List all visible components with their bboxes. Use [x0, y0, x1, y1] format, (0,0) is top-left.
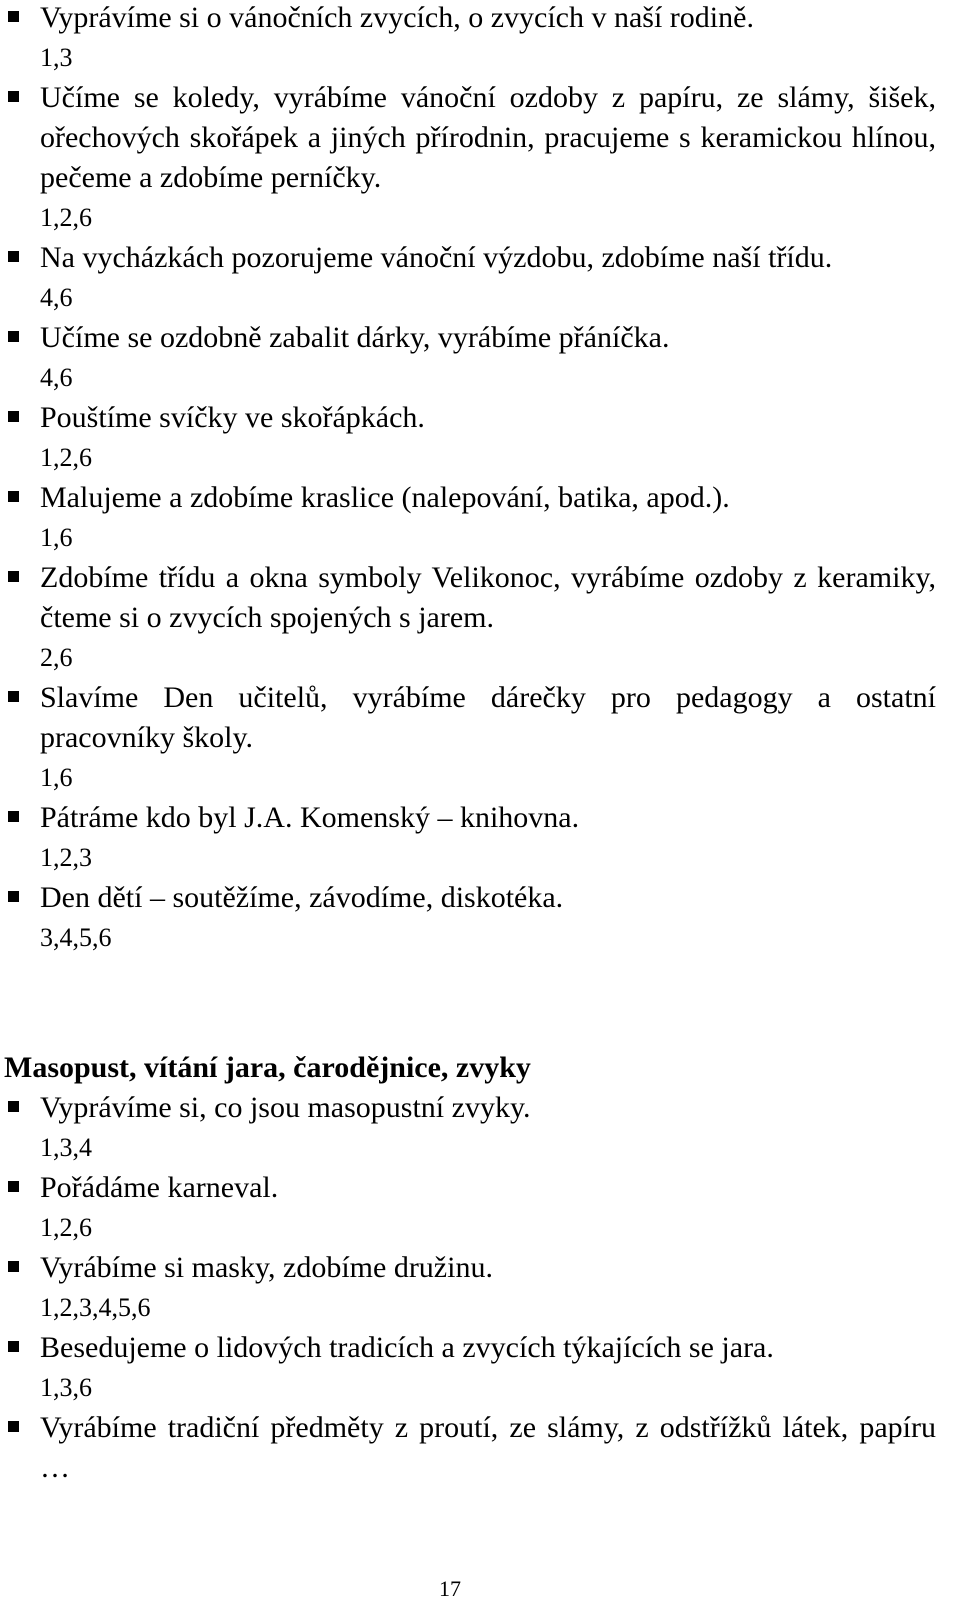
item-text: Pouštíme svíčky ve skořápkách. [40, 401, 425, 434]
item-text: Vyprávíme si, co jsou masopustní zvyky. [40, 1091, 531, 1124]
list-item [0, 1088, 950, 1168]
list-item [0, 398, 950, 478]
activity-list-section-2 [0, 1048, 950, 1488]
list-item [0, 678, 950, 798]
list-item [0, 1408, 950, 1488]
square-bullet-icon [8, 1181, 19, 1192]
item-text: Učíme se koledy, vyrábíme vánoční ozdoby z papíru, ze slámy, šišek, ořechových skořápek a jiných přírodnin, pracujeme s keramickou hlínou, pečeme a zdobíme perníčky. [40, 81, 936, 194]
list-item [0, 1168, 950, 1248]
square-bullet-icon [8, 11, 19, 22]
square-bullet-icon [8, 491, 19, 502]
item-reference: 1,3,4 [40, 1133, 92, 1162]
square-bullet-icon [8, 251, 19, 262]
square-bullet-icon [8, 1421, 19, 1432]
square-bullet-icon [8, 1341, 19, 1352]
square-bullet-icon [8, 411, 19, 422]
section-heading: Masopust, vítání jara, čarodějnice, zvyky [4, 1051, 531, 1084]
square-bullet-icon [8, 331, 19, 342]
item-reference: 2,6 [40, 643, 73, 672]
item-text: Pátráme kdo byl J.A. Komenský – knihovna. [40, 801, 580, 834]
list-item [0, 1328, 950, 1408]
item-text: Besedujeme o lidových tradicích a zvycích týkajících se jara. [40, 1331, 774, 1364]
item-reference: 1,2,3 [40, 843, 92, 872]
item-reference: 1,3 [40, 43, 73, 72]
item-text: Slavíme Den učitelů, vyrábíme dárečky pro pedagogy a ostatní pracovníky školy. [40, 681, 936, 754]
square-bullet-icon [8, 1101, 19, 1112]
square-bullet-icon [8, 811, 19, 822]
item-text: Den dětí – soutěžíme, závodíme, diskotéka. [40, 881, 564, 914]
item-reference: 1,3,6 [40, 1373, 92, 1402]
item-text: Vyrábíme si masky, zdobíme družinu. [40, 1251, 493, 1284]
item-reference: 1,2,6 [40, 203, 92, 232]
item-text: Malujeme a zdobíme kraslice (nalepování, batika, apod.). [40, 481, 730, 514]
item-reference: 1,2,6 [40, 443, 92, 472]
list-item [0, 238, 950, 318]
square-bullet-icon [8, 91, 19, 102]
item-text: Vyrábíme tradiční předměty z proutí, ze slámy, z odstřížků látek, papíru … [40, 1411, 936, 1484]
list-item [0, 318, 950, 398]
item-reference: 1,2,3,4,5,6 [40, 1293, 151, 1322]
item-reference: 4,6 [40, 283, 73, 312]
page-number: 17 [439, 1576, 461, 1601]
item-reference: 4,6 [40, 363, 73, 392]
list-item [0, 558, 950, 678]
square-bullet-icon [8, 891, 19, 902]
list-item [0, 0, 950, 78]
square-bullet-icon [8, 691, 19, 702]
list-item [0, 1248, 950, 1328]
item-reference: 1,6 [40, 523, 73, 552]
item-text: Učíme se ozdobně zabalit dárky, vyrábíme přáníčka. [40, 321, 670, 354]
item-text: Pořádáme karneval. [40, 1171, 279, 1204]
item-text: Vyprávíme si o vánočních zvycích, o zvycích v naší rodině. [40, 1, 754, 34]
square-bullet-icon [8, 571, 19, 582]
item-text: Na vycházkách pozorujeme vánoční výzdobu, zdobíme naší třídu. [40, 241, 833, 274]
item-reference: 3,4,5,6 [40, 923, 112, 952]
square-bullet-icon [8, 1261, 19, 1272]
item-reference: 1,6 [40, 763, 73, 792]
list-item [0, 798, 950, 878]
list-item [0, 878, 950, 958]
list-item [0, 478, 950, 558]
list-item [0, 78, 950, 238]
item-text: Zdobíme třídu a okna symboly Velikonoc, vyrábíme ozdoby z keramiky, čteme si o zvycích spojených s jarem. [40, 561, 936, 634]
item-reference: 1,2,6 [40, 1213, 92, 1242]
